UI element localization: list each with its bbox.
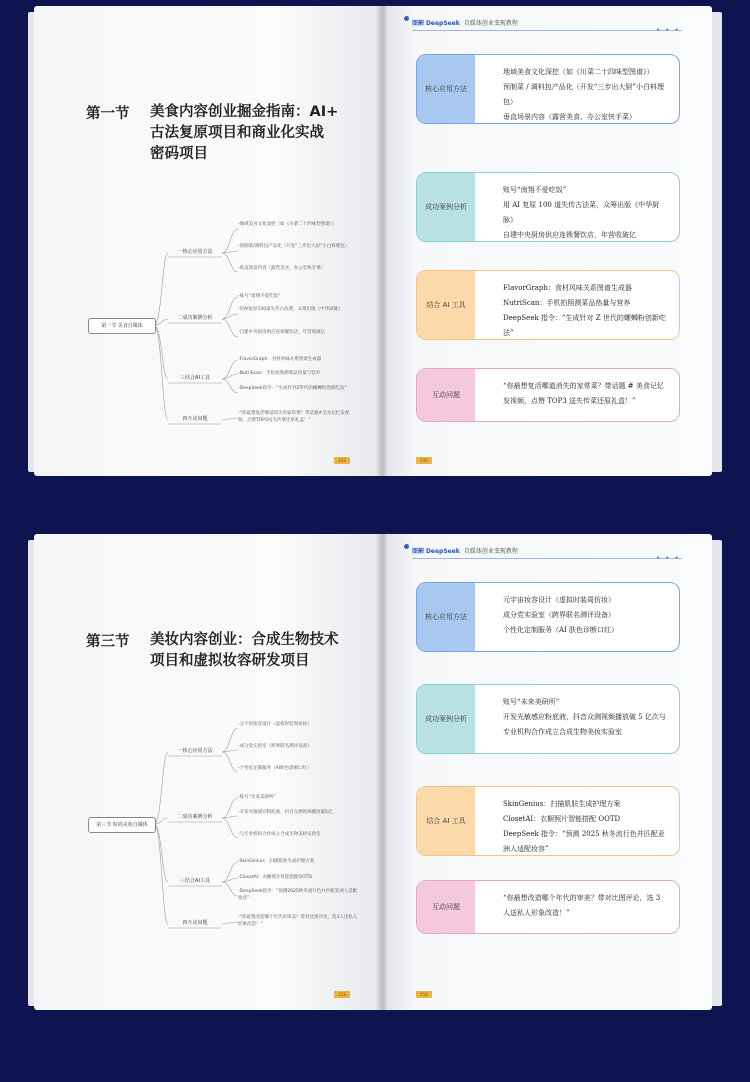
card-label: 互动问题 xyxy=(417,881,475,933)
card-line: 成分党实验室（跨界联名测评设备） xyxy=(503,611,615,619)
card-line: “你最想复活哪道消失的家常菜？带话题 # 美食记忆发视频，点赞 TOP3 送失传菜还原礼盒！” xyxy=(503,382,664,405)
page-title xyxy=(150,102,372,165)
card-body xyxy=(503,797,669,857)
mindmap-branch: 二成功案例分析 xyxy=(177,814,213,820)
card-interaction-question xyxy=(416,880,680,934)
mindmap-leaf: -预制菜/调料包产品化（开发“三步出大厨”小白料理包） xyxy=(238,244,350,249)
title-line: 美食内容创业掘金指南：AI+ xyxy=(150,104,339,120)
title-line: 项目和虚拟妆容研发项目 xyxy=(150,653,310,669)
header-product: DeepSeek xyxy=(425,20,460,27)
card-line: 开发光敏感应粉底液，抖音众测视频播放破 5 亿次与专业机构合作成立合成生物美妆实验室 xyxy=(503,713,666,736)
header-bullet-icon xyxy=(404,16,409,21)
book-gutter xyxy=(376,534,388,1010)
mindmap-leaf: -成分党实验室（跨界联名测评设备） xyxy=(238,744,312,749)
book-spread-2 xyxy=(28,534,722,1010)
card-ai-tools xyxy=(416,270,680,340)
section-label: 第三节 xyxy=(86,634,130,650)
card-interaction-question xyxy=(416,368,680,422)
header-brand: 图解 xyxy=(412,548,425,555)
book-gutter xyxy=(376,6,388,476)
card-body xyxy=(503,183,669,243)
mindmap-leaf: -开发光敏感应粉底液，抖音众测视频播放破5亿 xyxy=(238,810,333,815)
card-body xyxy=(503,281,669,341)
card-line: DeepSeek 指令：“预测 2025 秋冬流行色并匹配亚洲人适配妆容” xyxy=(503,830,665,853)
mindmap xyxy=(84,206,374,436)
card-line: 个性化定制服务（AI 肤色诊断口红） xyxy=(503,626,619,634)
mindmap-leaf: -账号“未来美研所” xyxy=(238,795,276,800)
header-rule xyxy=(412,30,682,31)
card-core-methods xyxy=(416,582,680,652)
card-body xyxy=(503,65,669,125)
mindmap-root: 第三节 时尚美妆自媒体 xyxy=(88,817,156,833)
header-subtitle: 自媒体创业变现教程 xyxy=(463,548,518,555)
left-page xyxy=(34,534,382,1010)
mindmap-leaf: -元宇宙妆容设计（虚拟时装周仿妆） xyxy=(238,722,312,727)
card-line: ClosetAI：衣橱照片智能搭配 OOTD xyxy=(503,815,621,823)
card-line: 元宇宙妆容设计（虚拟时装周仿妆） xyxy=(503,596,615,604)
section-label: 第一节 xyxy=(86,106,130,122)
book-spread-1 xyxy=(28,6,722,476)
card-line: 用 AI 复原 100 道失传古法菜，众筹出版《中华厨脉》 xyxy=(503,201,660,224)
header-product: DeepSeek xyxy=(425,548,460,555)
card-line: 自建中央厨房供应连锁餐饮店，年营收破亿 xyxy=(503,231,636,239)
page-title xyxy=(150,630,372,672)
page-number: 244 xyxy=(416,457,432,464)
card-line: NutriScan：手机拍照测菜品热量与营养 xyxy=(503,299,631,307)
card-body xyxy=(503,379,669,409)
mindmap-root: 第一节 美食自媒体 xyxy=(88,318,156,334)
right-page xyxy=(382,6,712,476)
card-label: 互动问题 xyxy=(417,369,475,421)
mindmap xyxy=(84,712,374,942)
mindmap-leaf: -SkinGenius：扫描肌肤生成护理方案 xyxy=(238,859,315,864)
mindmap-leaf: -DeepSeek指令：“生成针对Z世代的螺蛳粉创新吃法” xyxy=(238,386,347,391)
mindmap-leaf: -FlavorGraph：食材风味关系图谱生成器 xyxy=(238,357,322,362)
mindmap-branch: 一核心应用方法 xyxy=(177,748,213,754)
card-case-analysis xyxy=(416,172,680,242)
right-page xyxy=(382,534,712,1010)
mindmap-leaf: -个性化定制服务（AI肤色诊断口红） xyxy=(238,766,312,771)
card-label: 结合 AI 工具 xyxy=(417,271,475,339)
card-label: 成功案例分析 xyxy=(417,173,475,241)
card-ai-tools xyxy=(416,786,680,856)
card-line: 地域美食文化深挖（如《川菜二十四味型图谱》） xyxy=(503,68,654,76)
page-number: 254 xyxy=(416,991,432,998)
card-line: 垂直场景内容（露营美食、办公室快手菜） xyxy=(503,113,636,121)
title-line: 密码项目 xyxy=(150,146,208,162)
card-line: 账号“未来美研所” xyxy=(503,698,560,706)
card-line: FlavorGraph：食材风味关系图谱生成器 xyxy=(503,284,632,292)
page-number: 253 xyxy=(334,991,350,998)
mindmap-branch: 三结合AI工具 xyxy=(180,375,210,381)
mindmap-leaf: -账号“南翔不爱吃饭” xyxy=(238,294,281,299)
card-line: 账号“南翔不爱吃饭” xyxy=(503,186,567,194)
card-line: SkinGenius：扫描肌肤生成护理方案 xyxy=(503,800,621,808)
mindmap-branch: 一核心应用方法 xyxy=(177,249,213,255)
card-body xyxy=(503,695,669,740)
mindmap-leaf: -“你最想复活哪道消失的家常菜？带话题#美食记忆发视频，点赞TOP3送失传菜还原礼盒！” xyxy=(238,411,350,423)
title-line: 古法复原项目和商业化实战 xyxy=(150,125,324,141)
title-line: 美妆内容创业：合成生物技术 xyxy=(150,632,339,648)
header-bullet-icon xyxy=(404,544,409,549)
mindmap-leaf: -地域美食文化深挖（如《川菜二十四味型图谱》） xyxy=(238,222,337,227)
card-body xyxy=(503,891,669,921)
mindmap-branch: 四互动问题 xyxy=(182,920,208,926)
card-core-methods xyxy=(416,54,680,124)
mindmap-branch: 四互动问题 xyxy=(182,416,208,422)
mindmap-leaf: -用AI复原100道失传古法菜，众筹出版《中华厨脉》 xyxy=(238,307,343,312)
header-subtitle: 自媒体创业变现教程 xyxy=(463,20,518,27)
mindmap-leaf: -NutriScan：手机拍照测菜品热量与营养 xyxy=(238,371,321,376)
mindmap-leaf: -自建中央厨房供应连锁餐饮店，年营收破亿 xyxy=(238,330,326,335)
card-label: 核心应用方法 xyxy=(417,583,475,651)
card-line: DeepSeek 指令：“生成针对 Z 世代的螺蛳粉创新吃法” xyxy=(503,314,666,337)
left-page xyxy=(34,6,382,476)
mindmap-leaf: -垂直场景内容（露营美食、办公室快手菜） xyxy=(238,266,326,271)
card-line: 预制菜 / 调料包产品化（开发“三步出大厨”小白料理包） xyxy=(503,83,664,106)
mindmap-branch: 三结合AI工具 xyxy=(180,878,210,884)
mindmap-branch: 二成功案例分析 xyxy=(177,315,213,321)
running-header xyxy=(412,546,518,555)
card-line: “你最想改造哪个年代的审美？带对比图评论，选 3 人送私人形象改造！” xyxy=(503,894,661,917)
card-label: 核心应用方法 xyxy=(417,55,475,123)
mindmap-leaf: -ClosetAI：衣橱照片智能搭配OOTD xyxy=(238,875,312,880)
header-brand: 图解 xyxy=(412,20,425,27)
header-rule xyxy=(412,558,682,559)
card-label: 结合 AI 工具 xyxy=(417,787,475,855)
card-case-analysis xyxy=(416,684,680,754)
mindmap-leaf: -与专业机构合作成立合成生物美妆实验室 xyxy=(238,832,321,837)
mindmap-leaf: -DeepSeek指令：“预测2025秋冬流行色并匹配亚洲人适配妆容” xyxy=(238,889,358,901)
card-body xyxy=(503,593,669,638)
mindmap-leaf: -“你最想改造哪个年代的审美？带对比图评论，选3人送私人形象改造！” xyxy=(238,915,358,927)
card-label: 成功案例分析 xyxy=(417,685,475,753)
running-header xyxy=(412,18,518,27)
page-number: 243 xyxy=(334,457,350,464)
